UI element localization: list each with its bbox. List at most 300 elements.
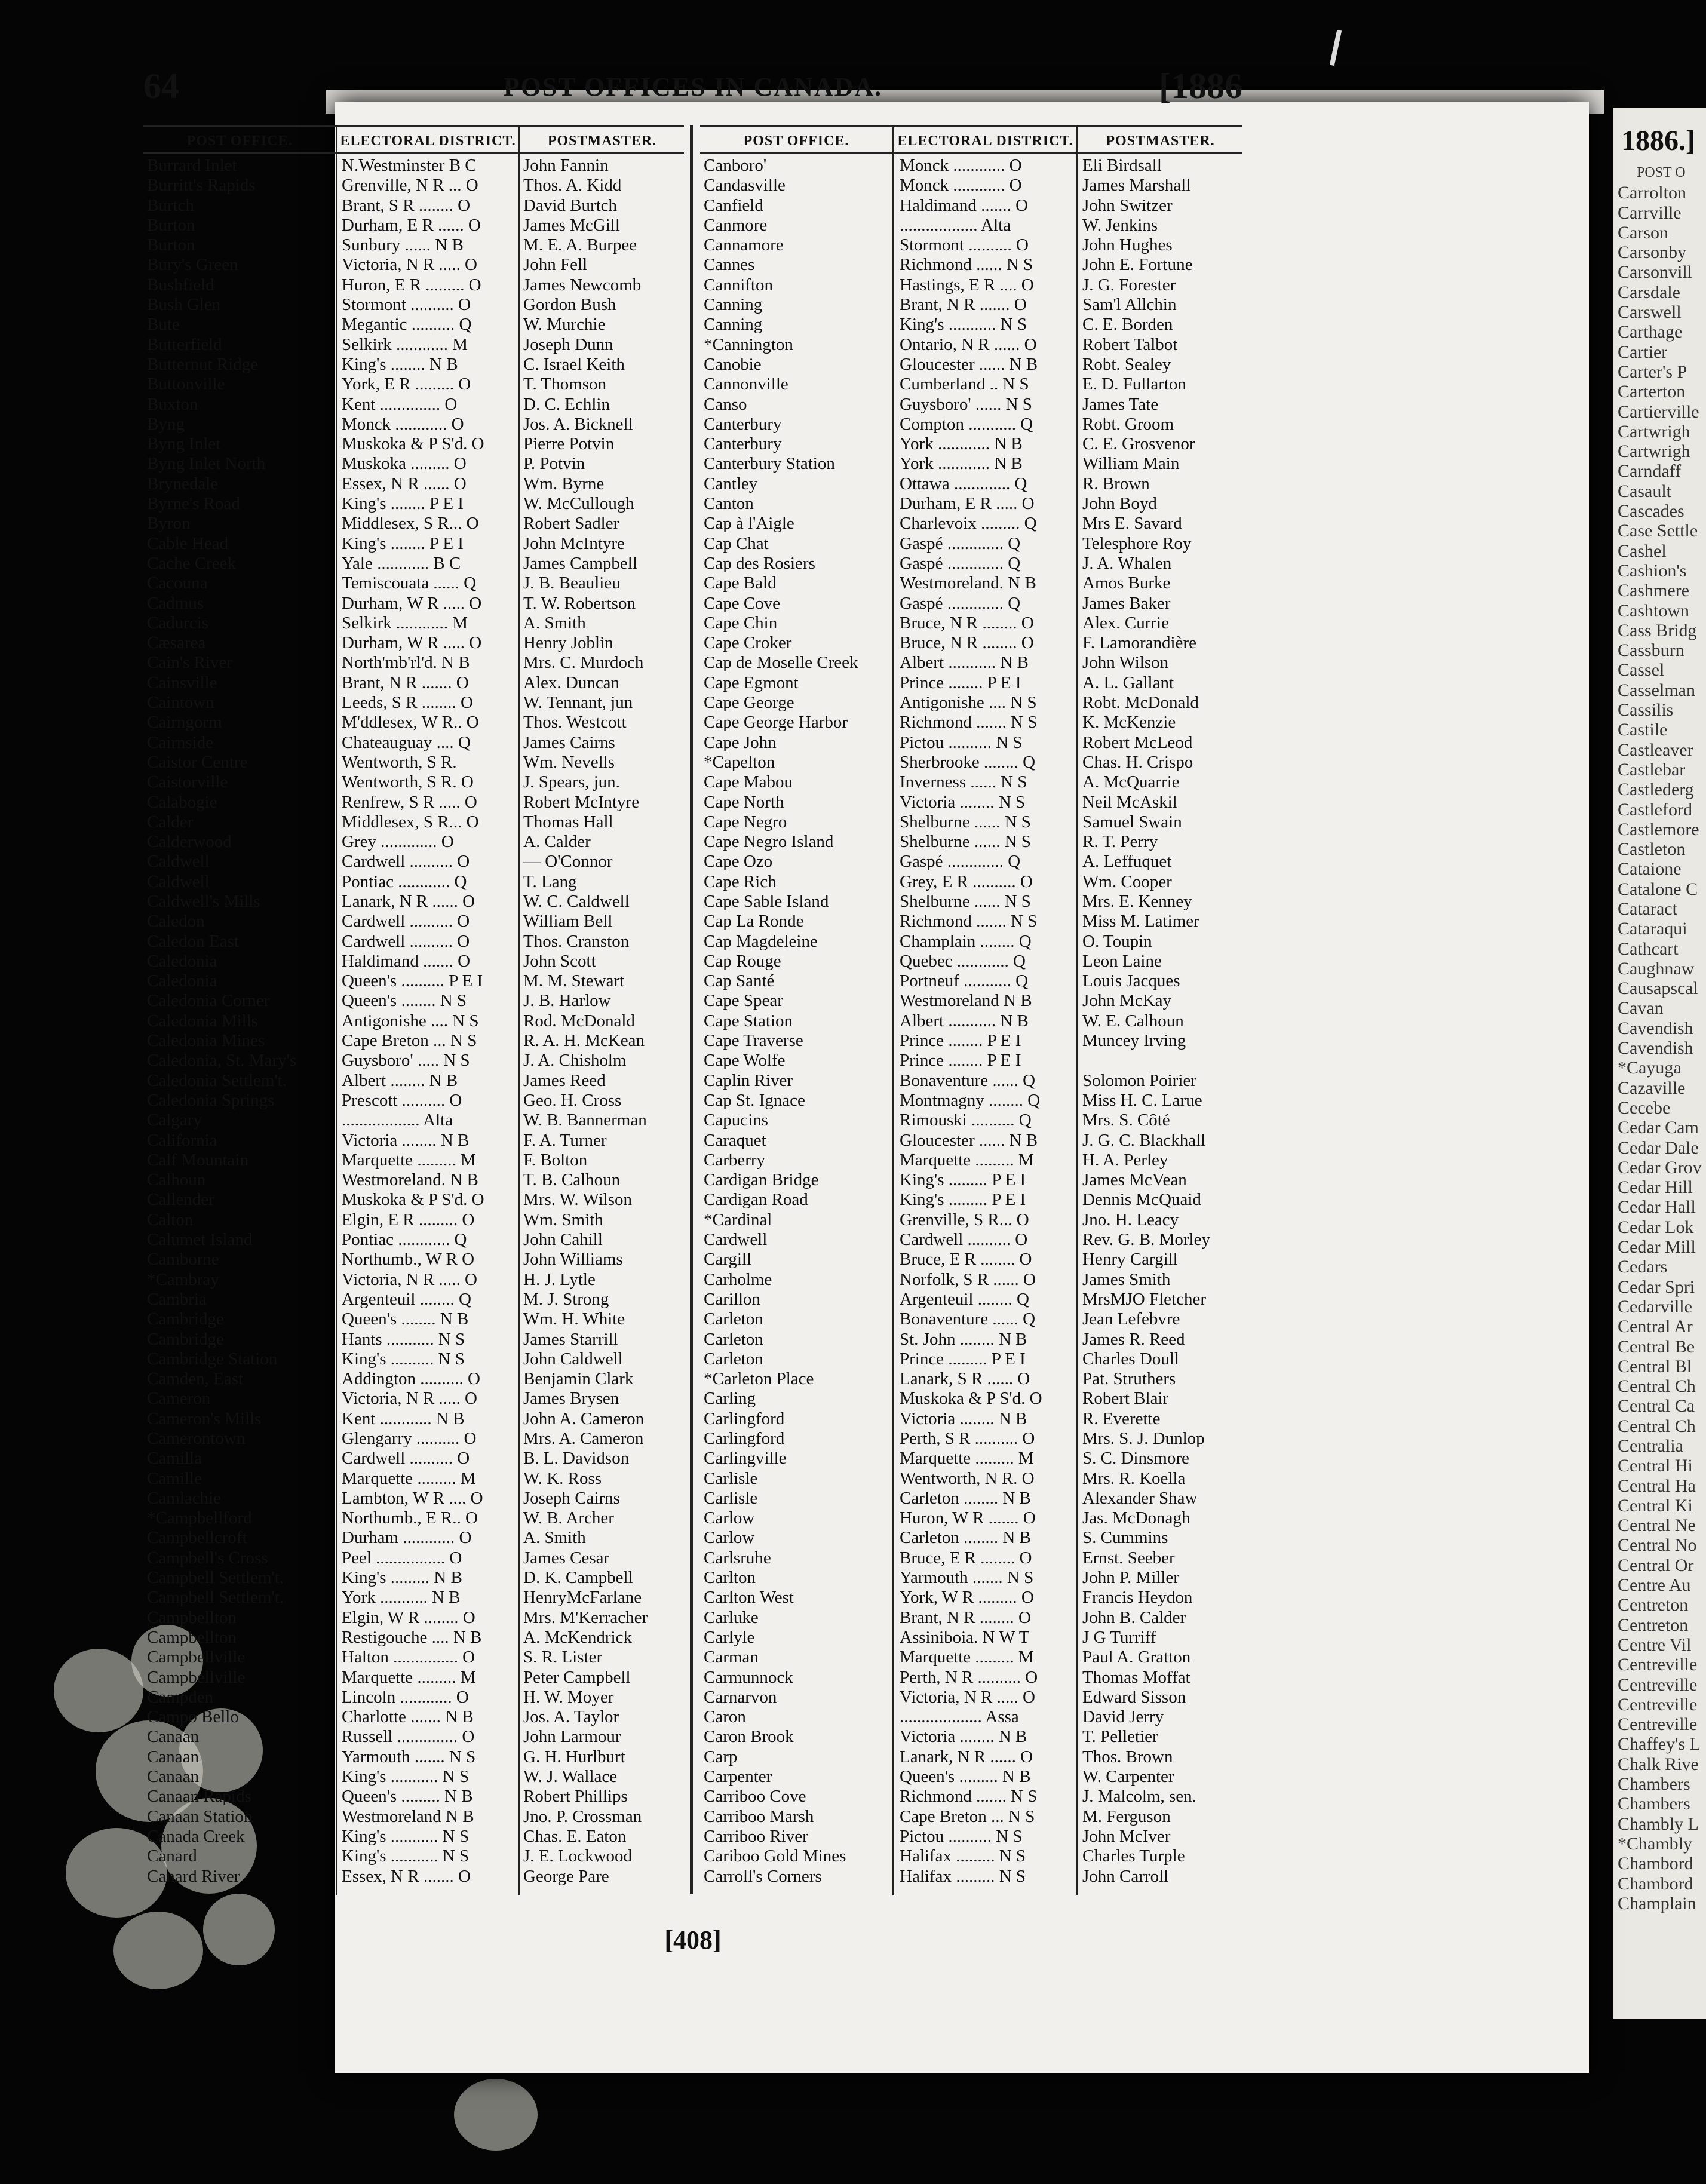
post-office-name: Carriboo River (704, 1826, 808, 1846)
postmaster-name: Rev. G. B. Morley (1082, 1230, 1210, 1250)
post-office-name: Cambridge (147, 1309, 224, 1329)
table-row (143, 474, 684, 494)
electoral-district: Selkirk ............ M (342, 613, 468, 633)
adjacent-page-item: Chaffey's L (1618, 1734, 1701, 1754)
table-row (700, 1409, 1242, 1429)
table-row (700, 156, 1242, 176)
postmaster-name: A. Calder (523, 832, 591, 852)
post-office-name: Campbell Settlem't. (147, 1568, 284, 1588)
table-row (143, 673, 684, 693)
postmaster-name: John Cahill (523, 1230, 603, 1250)
post-office-name: Carnarvon (704, 1687, 777, 1707)
table-row (143, 1270, 684, 1290)
table-row (700, 693, 1242, 713)
adjacent-page-item: Cedar Grov (1618, 1157, 1702, 1177)
postmaster-name: J. A. Whalen (1082, 553, 1172, 573)
electoral-district: Argenteuil ........ Q (900, 1289, 1029, 1309)
table-row (700, 1270, 1242, 1290)
electoral-district: Pontiac ............ Q (342, 1230, 467, 1250)
electoral-district: Bruce, E R ........ O (900, 1250, 1032, 1269)
adjacent-page-item: Caughnaw (1618, 958, 1695, 978)
post-office-name: Cadurcis (147, 613, 209, 633)
post-office-name: Calderwood (147, 832, 232, 852)
electoral-district: Portneuf ........... Q (900, 971, 1029, 991)
electoral-district: Gloucester ...... N B (900, 354, 1038, 374)
electoral-district: Victoria, N R ..... O (342, 1389, 478, 1409)
electoral-district: York, E R ......... O (342, 375, 471, 394)
electoral-district: Sherbrooke ........ Q (900, 752, 1036, 772)
post-office-name: Cameron (147, 1389, 211, 1409)
adjacent-page-item: Carterton (1618, 382, 1686, 402)
adjacent-page-item: Centreville (1618, 1655, 1698, 1675)
postmaster-name: Wm. Byrne (523, 474, 605, 493)
table-row (143, 1091, 684, 1111)
table-row (700, 554, 1242, 573)
electoral-district: Megantic .......... Q (342, 315, 472, 335)
postmaster-name: Charles Doull (1082, 1349, 1179, 1369)
electoral-district: Bonaventure ...... Q (900, 1309, 1036, 1329)
electoral-district: Stormont .......... O (900, 235, 1029, 255)
electoral-district: Middlesex, S R... O (342, 812, 479, 832)
post-office-name: Carlow (704, 1508, 755, 1528)
postmaster-name: A. L. Gallant (1082, 673, 1174, 692)
electoral-district: Queen's ........ N B (342, 1309, 469, 1329)
electoral-district: Bonaventure ...... Q (900, 1070, 1036, 1090)
postmaster-name: Samuel Swain (1082, 812, 1182, 832)
post-office-name: Canton (704, 494, 754, 514)
electoral-district: Hastings, E R .... O (900, 275, 1034, 295)
postmaster-name: Mrs. E. Kenney (1082, 891, 1192, 911)
postmaster-name: M. E. A. Burpee (523, 235, 637, 255)
postmaster-name: T. Thomson (523, 375, 607, 394)
table-row (143, 1369, 684, 1389)
electoral-district: Prince ......... P E I (900, 1349, 1026, 1369)
post-office-name: Carriboo Cove (704, 1787, 806, 1806)
postmaster-name: HenryMcFarlane (523, 1588, 642, 1608)
post-office-name: Byng Inlet North (147, 454, 266, 474)
postmaster-name: Wm. Smith (523, 1210, 603, 1229)
electoral-district: Marquette ......... M (900, 1648, 1034, 1667)
adjacent-page-item: Castleton (1618, 839, 1686, 860)
table-row (143, 1190, 684, 1210)
postmaster-name: Telesphore Roy (1082, 533, 1192, 553)
electoral-district: Kent ............ N B (342, 1409, 465, 1428)
adjacent-page-item: Central No (1618, 1535, 1697, 1556)
table-row (143, 1668, 684, 1688)
table-row (143, 793, 684, 812)
table-row (143, 1111, 684, 1130)
right-rows (700, 156, 1242, 1887)
postmaster-name: W. B. Bannerman (523, 1111, 647, 1130)
postmaster-name: Mrs. S. Côté (1082, 1111, 1170, 1130)
table-row (700, 1230, 1242, 1250)
adjacent-page-item: Centralia (1618, 1436, 1683, 1456)
electoral-district: Cardwell .......... O (342, 912, 470, 931)
postmaster-name: B. L. Davidson (523, 1449, 630, 1468)
post-office-name: Campden (147, 1687, 214, 1707)
electoral-district: Durham, E R ..... O (900, 494, 1035, 514)
adjacent-page-item: Cedars (1618, 1257, 1668, 1277)
postmaster-name: A. Leffuquet (1082, 852, 1172, 872)
table-row (700, 295, 1242, 315)
postmaster-name: W. B. Archer (523, 1508, 614, 1528)
postmaster-name: Robert Blair (1082, 1389, 1169, 1409)
table-row (700, 1588, 1242, 1608)
post-office-name: Burton (147, 235, 195, 255)
post-office-name: Carriboo Marsh (704, 1806, 814, 1826)
post-office-name: Butternut Ridge (147, 354, 259, 374)
post-office-name: Canning (704, 315, 763, 335)
electoral-district: Hants ........... N S (342, 1329, 465, 1349)
electoral-district: Elgin, E R ......... O (342, 1210, 475, 1229)
post-office-name: Cape Traverse (704, 1031, 803, 1051)
adjacent-page-item: Cathcart (1618, 938, 1679, 959)
electoral-district: King's ........ N B (342, 354, 458, 374)
electoral-district: Gaspé ............. Q (900, 533, 1021, 553)
adjacent-page-item: Carsonby (1618, 243, 1686, 263)
post-office-name: Canaan (147, 1767, 199, 1787)
left-rows (143, 156, 684, 1887)
postmaster-name: D. K. Campbell (523, 1568, 633, 1588)
post-office-name: Cape Wolfe (704, 1051, 786, 1070)
table-row (700, 275, 1242, 295)
electoral-district: Rimouski .......... Q (900, 1111, 1032, 1130)
table-row (700, 1867, 1242, 1887)
postmaster-name: John Carroll (1082, 1866, 1169, 1886)
adjacent-page-item: Castile (1618, 720, 1668, 740)
post-office-name: Canterbury (704, 414, 782, 434)
postmaster-name: Geo. H. Cross (523, 1090, 622, 1110)
postmaster-name: Robert Phillips (523, 1787, 628, 1806)
postmaster-name: Thos. Cranston (523, 931, 630, 951)
district-header: ELECTORAL DISTRICT. (894, 130, 1076, 154)
postmaster-name: Pat. Struthers (1082, 1369, 1176, 1389)
left-half (143, 125, 684, 1895)
table-row (700, 1608, 1242, 1628)
electoral-district: Westmoreland N B (342, 1806, 474, 1826)
postmaster-name: J. A. Chisholm (523, 1051, 627, 1070)
table-row (143, 176, 684, 195)
post-office-name: Carleton (704, 1329, 763, 1349)
table-row (700, 573, 1242, 593)
electoral-district: Gaspé ............. Q (900, 553, 1021, 573)
table-row (143, 1508, 684, 1528)
post-office-name: Cannifton (704, 275, 773, 295)
electoral-district: Shelburne ...... N S (900, 832, 1031, 852)
table-row (700, 1508, 1242, 1528)
postmaster-name: R. Brown (1082, 474, 1150, 493)
postmaster-name: MrsMJO Fletcher (1082, 1289, 1207, 1309)
postmaster-name: John Caldwell (523, 1349, 623, 1369)
adjacent-page-item: Castleford (1618, 799, 1692, 820)
adjacent-page-item: Centreton (1618, 1595, 1689, 1615)
electoral-district: Prescott .......... O (342, 1090, 462, 1110)
post-office-name: Campbellton (147, 1627, 237, 1647)
table-row (143, 1588, 684, 1608)
electoral-district: Brant, N R ........ O (900, 1608, 1031, 1627)
post-office-name: Cap Chat (704, 533, 769, 553)
table-row (143, 1707, 684, 1727)
postmaster-name: J. E. Lockwood (523, 1846, 633, 1866)
electoral-district: Assiniboia. N W T (900, 1627, 1030, 1647)
postmaster-name: Robert Sadler (523, 514, 619, 533)
table-row (700, 852, 1242, 872)
postmaster-name: James Starrill (523, 1329, 618, 1349)
electoral-district: Essex, N R ....... O (342, 1866, 471, 1886)
table-row (143, 216, 684, 235)
table-row (143, 1528, 684, 1548)
post-office-name: Cardwell (704, 1230, 768, 1250)
table-row (700, 315, 1242, 335)
postmaster-name: A. McKendrick (523, 1627, 633, 1647)
table-row (143, 1250, 684, 1269)
adjacent-page-item: Cartierville (1618, 401, 1699, 422)
table-row (700, 1190, 1242, 1210)
table-row (700, 1767, 1242, 1787)
postmaster-name: Edward Sisson (1082, 1687, 1186, 1707)
adjacent-page-item: Centre Vil (1618, 1634, 1692, 1655)
adjacent-page-item: Castlebar (1618, 759, 1686, 780)
post-office-name: Cable Head (147, 533, 229, 553)
table-row (143, 1389, 684, 1409)
post-office-name: Carlow (704, 1528, 755, 1548)
electoral-district: Huron, E R ......... O (342, 275, 481, 295)
table-row (143, 335, 684, 355)
post-office-name: Cap St. Ignace (704, 1090, 805, 1110)
center-divider (690, 125, 693, 1894)
postmaster-name: Thomas Moffat (1082, 1667, 1190, 1687)
table-row (700, 1528, 1242, 1548)
adjacent-page-item: Cedar Hill (1618, 1177, 1693, 1198)
electoral-district: Brant, S R ........ O (342, 195, 471, 215)
post-office-name: Cain's River (147, 653, 232, 673)
adjacent-page-item: Central Ki (1618, 1495, 1693, 1516)
post-office-name: Caledonia Corner (147, 991, 270, 1011)
post-office-name: Camden, East (147, 1369, 244, 1389)
table-row (700, 494, 1242, 514)
postmaster-name: Henry Joblin (523, 633, 613, 653)
post-office-name: Cap Rouge (704, 951, 781, 971)
table-row (143, 952, 684, 971)
adjacent-page-item: Cartwrigh (1618, 421, 1690, 441)
table-row (143, 415, 684, 434)
post-office-header: POST OFFICE. (700, 130, 892, 154)
adjacent-page-item: Cedar Lok (1618, 1217, 1694, 1237)
table-row (143, 1429, 684, 1449)
table-row (700, 1349, 1242, 1369)
postmaster-name: J. G. C. Blackhall (1082, 1130, 1206, 1150)
post-office-name: Byng Inlet (147, 434, 221, 454)
page-header (143, 66, 1242, 114)
electoral-district: King's ........ P E I (342, 494, 464, 514)
post-office-name: Carp (704, 1747, 738, 1766)
table-row (143, 1051, 684, 1070)
postmaster-name: M. Ferguson (1082, 1806, 1171, 1826)
electoral-district: Marquette ......... M (342, 1150, 476, 1170)
post-office-name: Cape Mabou (704, 772, 793, 792)
post-office-name: Cargill (704, 1250, 752, 1269)
postmaster-name: O. Toupin (1082, 931, 1152, 951)
post-office-name: Carlton West (704, 1588, 794, 1608)
postmaster-name: James Newcomb (523, 275, 642, 295)
table-row (700, 1051, 1242, 1070)
table-row (700, 1011, 1242, 1031)
postmaster-name: Thos. A. Kidd (523, 176, 622, 195)
adjacent-page-item: Cartwrigh (1618, 441, 1690, 462)
electoral-district: Carleton ........ N B (900, 1488, 1031, 1508)
postmaster-name: Joseph Dunn (523, 335, 613, 354)
electoral-district: Monck ............ O (342, 414, 464, 434)
electoral-district: Richmond ....... N S (900, 1787, 1038, 1806)
table-row (700, 1250, 1242, 1269)
post-office-name: Campbellton (147, 1608, 237, 1627)
electoral-district: Elgin, W R ........ O (342, 1608, 475, 1627)
postmaster-name: Pierre Potvin (523, 434, 615, 454)
adjacent-page-item: Central Ne (1618, 1516, 1696, 1536)
postmaster-name: John Scott (523, 951, 596, 971)
table-row (143, 235, 684, 255)
electoral-district: Prince ........ P E I (900, 673, 1021, 692)
postmaster-header: POSTMASTER. (520, 130, 684, 154)
table-row (143, 1608, 684, 1628)
post-office-name: Camilla (147, 1449, 202, 1468)
postmaster-name: James Baker (1082, 593, 1171, 613)
postmaster-name: John E. Fortune (1082, 255, 1193, 275)
table-row (143, 653, 684, 673)
postmaster-name: Benjamin Clark (523, 1369, 634, 1389)
adjacent-page-item: Cazaville (1618, 1078, 1686, 1098)
adjacent-page-item: Chambers (1618, 1774, 1690, 1795)
electoral-district: Renfrew, S R ..... O (342, 792, 477, 812)
table-row (700, 1688, 1242, 1707)
postmaster-name: John A. Cameron (523, 1409, 645, 1428)
post-office-name: Carholme (704, 1269, 772, 1289)
table-row (143, 1309, 684, 1329)
table-row (143, 1747, 684, 1767)
post-office-name: Burtch (147, 195, 194, 215)
electoral-district: Yale ............ B C (342, 553, 461, 573)
table-row (700, 1111, 1242, 1130)
electoral-district: Victoria ........ N S (900, 792, 1026, 812)
electoral-district: Essex, N R ...... O (342, 474, 467, 493)
post-office-name: Bury's Green (147, 255, 238, 275)
adjacent-page-item: Cassilis (1618, 700, 1674, 720)
electoral-district: Grenville, N R ... O (342, 176, 478, 195)
post-office-name: *Cardinal (704, 1210, 772, 1229)
table-row (143, 693, 684, 713)
post-office-name: Cape Negro (704, 812, 787, 832)
postmaster-header: POSTMASTER. (1078, 130, 1242, 154)
page-footer: [408] (664, 1925, 722, 1955)
table-row (143, 991, 684, 1011)
electoral-district: Chateauguay .... Q (342, 732, 471, 752)
table-row (700, 673, 1242, 693)
post-office-name: Cameron's Mills (147, 1409, 262, 1428)
postmaster-name: Robert McIntyre (523, 792, 640, 812)
postmaster-name: C. E. Grosvenor (1082, 434, 1195, 454)
post-office-name: Buxton (147, 394, 198, 414)
postmaster-name: Mrs. R. Koella (1082, 1468, 1186, 1488)
postmaster-name: J G Turriff (1082, 1627, 1156, 1647)
postmaster-name: William Bell (523, 912, 613, 931)
table-row (700, 1151, 1242, 1170)
adjacent-page-item: Case Settle (1618, 521, 1698, 541)
table-row (700, 1787, 1242, 1806)
postmaster-name: Dennis McQuaid (1082, 1190, 1201, 1210)
table-row (700, 1548, 1242, 1568)
table-row (700, 1210, 1242, 1230)
electoral-district: Norfolk, S R ...... O (900, 1269, 1036, 1289)
district-header: ELECTORAL DISTRICT. (337, 130, 518, 154)
table-row (700, 1827, 1242, 1846)
electoral-district: Middlesex, S R... O (342, 514, 479, 533)
table-row (700, 1309, 1242, 1329)
adjacent-page-item: Cedar Spri (1618, 1277, 1695, 1297)
table-row (143, 1011, 684, 1031)
post-office-name: Cape Spear (704, 991, 783, 1011)
postmaster-name: Robt. McDonald (1082, 693, 1199, 713)
electoral-district: Prince ........ P E I (900, 1031, 1021, 1051)
post-office-name: Burrard Inlet (147, 156, 237, 175)
table-row (700, 1290, 1242, 1309)
adjacent-page-item: Cataraqui (1618, 919, 1687, 939)
post-office-name: Cape Croker (704, 633, 792, 653)
adjacent-page-item: Centreton (1618, 1615, 1689, 1635)
table-row (700, 1648, 1242, 1667)
postmaster-name: Jos. A. Bicknell (523, 414, 633, 434)
electoral-district: Durham, E R ...... O (342, 215, 481, 235)
electoral-district: Cardwell .......... O (342, 931, 470, 951)
postmaster-name: S. Cummins (1082, 1528, 1168, 1548)
post-office-name: Canmore (704, 215, 768, 235)
table-row (143, 753, 684, 772)
post-office-name: Canfield (704, 195, 763, 215)
electoral-district: Selkirk ............ M (342, 335, 468, 354)
table-row (143, 1489, 684, 1508)
post-office-name: Cape North (704, 792, 784, 812)
electoral-district: Grey ............. O (342, 832, 454, 852)
post-office-name: Cap Magdeleine (704, 931, 818, 951)
electoral-district: Queen's ......... N B (900, 1767, 1031, 1787)
post-office-name: Calgary (147, 1111, 202, 1130)
electoral-district: Durham, W R ..... O (342, 633, 482, 653)
table-row (700, 892, 1242, 912)
table-row (700, 971, 1242, 991)
post-office-name: Canobie (704, 354, 762, 374)
post-office-name: Carroll's Corners (704, 1866, 822, 1886)
postmaster-name: Robert Talbot (1082, 335, 1178, 354)
postmaster-name: T. Pelletier (1082, 1727, 1158, 1747)
postmaster-name: Wm. H. White (523, 1309, 625, 1329)
table-row (700, 395, 1242, 415)
postmaster-name: F. Lamorandière (1082, 633, 1196, 653)
table-row (143, 375, 684, 394)
adjacent-page-item: Carsdale (1618, 282, 1680, 302)
postmaster-name: T. W. Robertson (523, 593, 636, 613)
post-office-name: Carluke (704, 1608, 759, 1627)
postmaster-name: Chas. H. Crispo (1082, 752, 1193, 772)
post-office-name: Cambridge Station (147, 1349, 278, 1369)
postmaster-name: Louis Jacques (1082, 971, 1180, 991)
table-row (700, 1330, 1242, 1349)
electoral-district: Westmoreland N B (900, 991, 1032, 1011)
post-office-name: Cannes (704, 255, 755, 275)
post-office-name: Calhoun (147, 1170, 206, 1190)
electoral-district: Antigonishe .... N S (900, 693, 1037, 713)
table-row (700, 1389, 1242, 1409)
table-row (700, 355, 1242, 375)
electoral-district: Halton ............... O (342, 1648, 475, 1667)
